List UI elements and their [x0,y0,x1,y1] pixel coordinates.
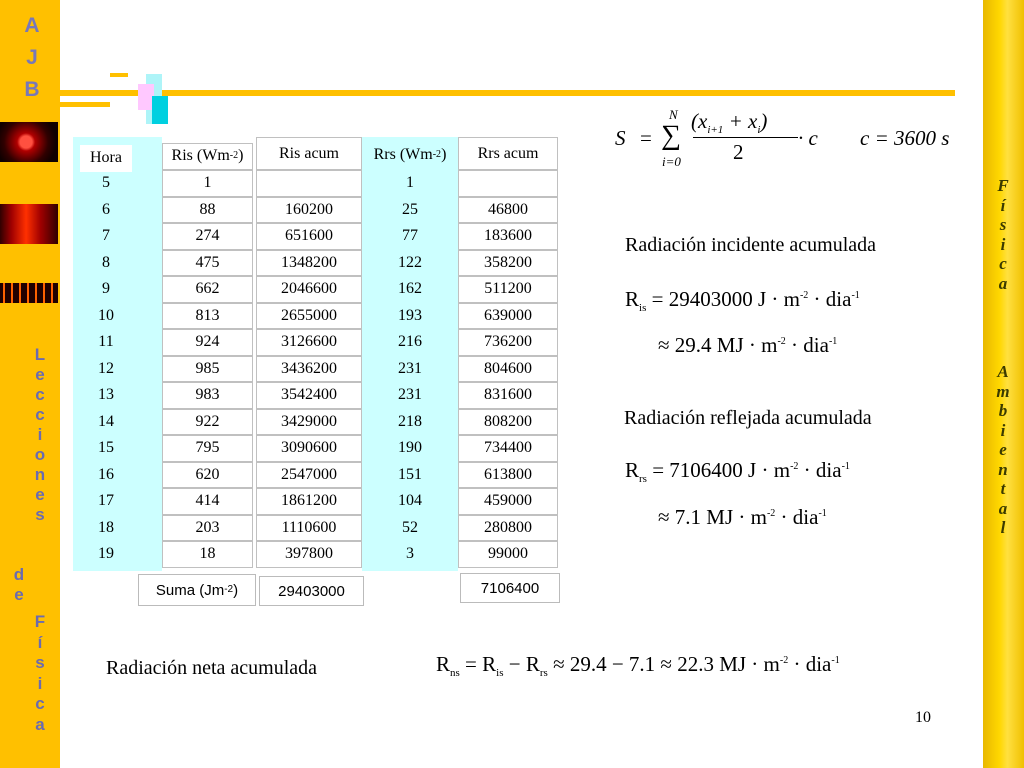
header-rule [60,90,955,96]
table-cell: 274 [162,223,253,250]
table-cell: 18 [98,518,114,536]
table-cell: 620 [162,462,253,489]
table-cell: 10 [98,306,114,324]
fisica-left-letter: i [37,673,43,693]
ris-acum-header: Ris acum [256,137,362,170]
table-cell: 985 [162,356,253,383]
table-cell: 16 [98,465,114,483]
table-cell: 3542400 [256,382,362,409]
table-cell: 1 [162,170,253,197]
ambiental-letter: t [1000,479,1006,498]
lecciones-vertical-label [28,345,52,525]
formula-S: S [615,126,626,150]
table-cell: 3126600 [256,329,362,356]
rrs-acum-header: Rrs acum [458,137,558,170]
table-cell: 1 [406,174,414,192]
ambiental-vertical-label [991,362,1015,538]
rrs-equation-line2: ≈ 7.1 MJ · $m^{-2} \cdot dia^{-1}$ [658,505,827,529]
deco-block-cyan [152,96,168,124]
sigma-lower: i=0 [662,154,681,169]
sigma-upper: N [669,107,678,122]
ambiental-letter: e [999,440,1007,459]
table-cell: 17 [98,492,114,510]
table-cell: 1861200 [256,488,362,515]
table-cell: 983 [162,382,253,409]
lecciones-letter: n [34,465,46,484]
table-cell: 231 [398,359,422,377]
laser-thumbnail-1 [0,122,58,162]
table-cell: 162 [398,280,422,298]
de-letter: e [14,585,24,604]
table-cell: 2547000 [256,462,362,489]
header-rule-short [60,102,110,107]
fisica-left-vertical-label [28,612,52,735]
table-cell: 216 [398,333,422,351]
suma-rrs-value: 7106400 [460,573,560,603]
fisica-left-letter: s [35,653,45,672]
table-cell: 2655000 [256,303,362,330]
table-cell: 218 [398,412,422,430]
table-cell: 6 [102,200,110,218]
ris-equation-line2: ≈ 29.4 MJ · $m^{-2} \cdot dia^{-1}$ [658,333,838,357]
formula-times-c: · c [798,126,818,150]
table-cell [256,170,362,197]
table-cell: 18 [162,541,253,568]
ajb-letter: J [26,46,38,69]
ajb-vertical-label [18,10,46,106]
ambiental-letter: A [997,362,1009,381]
lecciones-letter: c [35,405,45,424]
ambiental-letter: n [998,459,1008,479]
fisica-right-letter: a [998,273,1008,293]
ambiental-letter: a [998,498,1008,518]
fisica-right-letter: s [999,215,1007,234]
fisica-right-letter: F [997,176,1009,195]
suma-label: Suma (Jm -2 ) [138,574,256,606]
lecciones-letter: L [34,345,46,364]
rrs-header: Rrs (Wm -2 ) [373,146,447,164]
lecciones-letter: e [35,485,45,504]
table-cell: 804600 [458,356,558,383]
table-cell: 99000 [458,541,558,568]
table-cell: 203 [162,515,253,542]
table-cell: 8 [102,253,110,271]
suma-ris-value: 29403000 [259,576,364,606]
ris-equation-line1: $R_{is} = 29403000$ $J \cdot m^{-2} \cdot dia^{-1}$ [625,287,860,315]
fisica-right-letter: í [1000,195,1006,215]
table-cell: 193 [398,306,422,324]
table-cell: 1110600 [256,515,362,542]
table-cell: 397800 [256,541,362,568]
ambiental-letter: i [1000,420,1006,440]
formula-numerator: $(x_{i+1} + x_i)$ [691,109,768,137]
table-cell: 190 [398,439,422,457]
fisica-left-letter: c [35,694,45,713]
fisica-right-letter: c [999,254,1007,273]
summation-formula [615,104,975,174]
table-cell: 183600 [458,223,558,250]
table-cell: 11 [98,333,114,351]
table-cell: 104 [398,492,422,510]
table-cell: 280800 [458,515,558,542]
de-vertical-label [8,565,30,605]
table-cell: 813 [162,303,253,330]
c-definition: c = 3600 s [860,126,950,150]
table-cell: 511200 [458,276,558,303]
ajb-letter: A [24,14,40,37]
laser-thumbnail-2 [0,204,58,244]
table-cell: 3429000 [256,409,362,436]
table-cell: 46800 [458,197,558,224]
incidente-title: Radiación incidente acumulada [625,234,877,256]
table-cell: 231 [398,386,422,404]
table-cell: 831600 [458,382,558,409]
table-cell: 2046600 [256,276,362,303]
table-cell: 3 [406,545,414,563]
header-rule-accent [110,73,128,77]
table-cell: 922 [162,409,253,436]
table-cell: 734400 [458,435,558,462]
table-cell [458,170,558,197]
table-cell: 414 [162,488,253,515]
table-cell: 77 [402,227,418,245]
fisica-right-letter: i [1000,234,1006,254]
table-cell: 5 [102,174,110,192]
formula-equals: = [640,126,652,150]
rrs-equation-line1: $R_{rs} = 7106400$ $J \cdot m^{-2} \cdot dia^{-1}$ [625,458,850,486]
table-cell: 651600 [256,223,362,250]
table-cell: 14 [98,412,114,430]
fisica-left-letter: a [35,714,45,734]
lecciones-letter: s [35,505,45,524]
table-cell: 25 [402,200,418,218]
table-cell: 3436200 [256,356,362,383]
lecciones-letter: e [35,365,45,384]
table-cell: 7 [102,227,110,245]
table-cell: 160200 [256,197,362,224]
table-cell: 122 [398,253,422,271]
table-cell: 1348200 [256,250,362,277]
ajb-letter: B [24,78,40,101]
de-letter: d [13,565,25,584]
table-cell: 808200 [458,409,558,436]
lecciones-letter: o [34,445,46,464]
table-cell: 3090600 [256,435,362,462]
table-cell: 459000 [458,488,558,515]
hora-header: Hora [80,145,132,172]
ambiental-letter: b [998,401,1008,420]
table-cell: 13 [98,386,114,404]
table-cell: 475 [162,250,253,277]
lecciones-letter: i [37,425,43,444]
lecciones-letter: c [35,385,45,404]
table-cell: 9 [102,280,110,298]
ambiental-letter: l [1000,518,1006,537]
page-number: 10 [915,709,931,726]
table-cell: 613800 [458,462,558,489]
ambiental-letter: m [996,381,1010,401]
table-cell: 662 [162,276,253,303]
table-cell: 151 [398,465,422,483]
sigma-symbol: ∑ [661,120,681,151]
table-cell: 736200 [458,329,558,356]
table-cell: 358200 [458,250,558,277]
neta-equation: $R_{ns} = R_{is} - R_{rs} \approx 29.4 - 7.1 \approx 22.3$ MJ · $m^{-2} \cdot dia^{-1}$ [436,652,840,680]
fisica-left-letter: í [37,632,43,652]
table-cell: 15 [98,439,114,457]
fisica-left-letter: F [34,612,46,631]
laser-thumbnail-3 [0,283,58,303]
table-cell: 795 [162,435,253,462]
table-cell: 12 [98,359,114,377]
ris-header: Ris (Wm -2 ) [162,143,253,170]
table-cell: 19 [98,545,114,563]
reflejada-title: Radiación reflejada acumulada [624,407,872,429]
table-cell: 924 [162,329,253,356]
neta-title: Radiación neta acumulada [106,657,318,679]
table-cell: 639000 [458,303,558,330]
table-cell: 52 [402,518,418,536]
fraction-bar [693,137,798,138]
table-cell: 88 [162,197,253,224]
fisica-right-vertical-label [991,176,1015,293]
formula-denominator: 2 [733,140,744,164]
